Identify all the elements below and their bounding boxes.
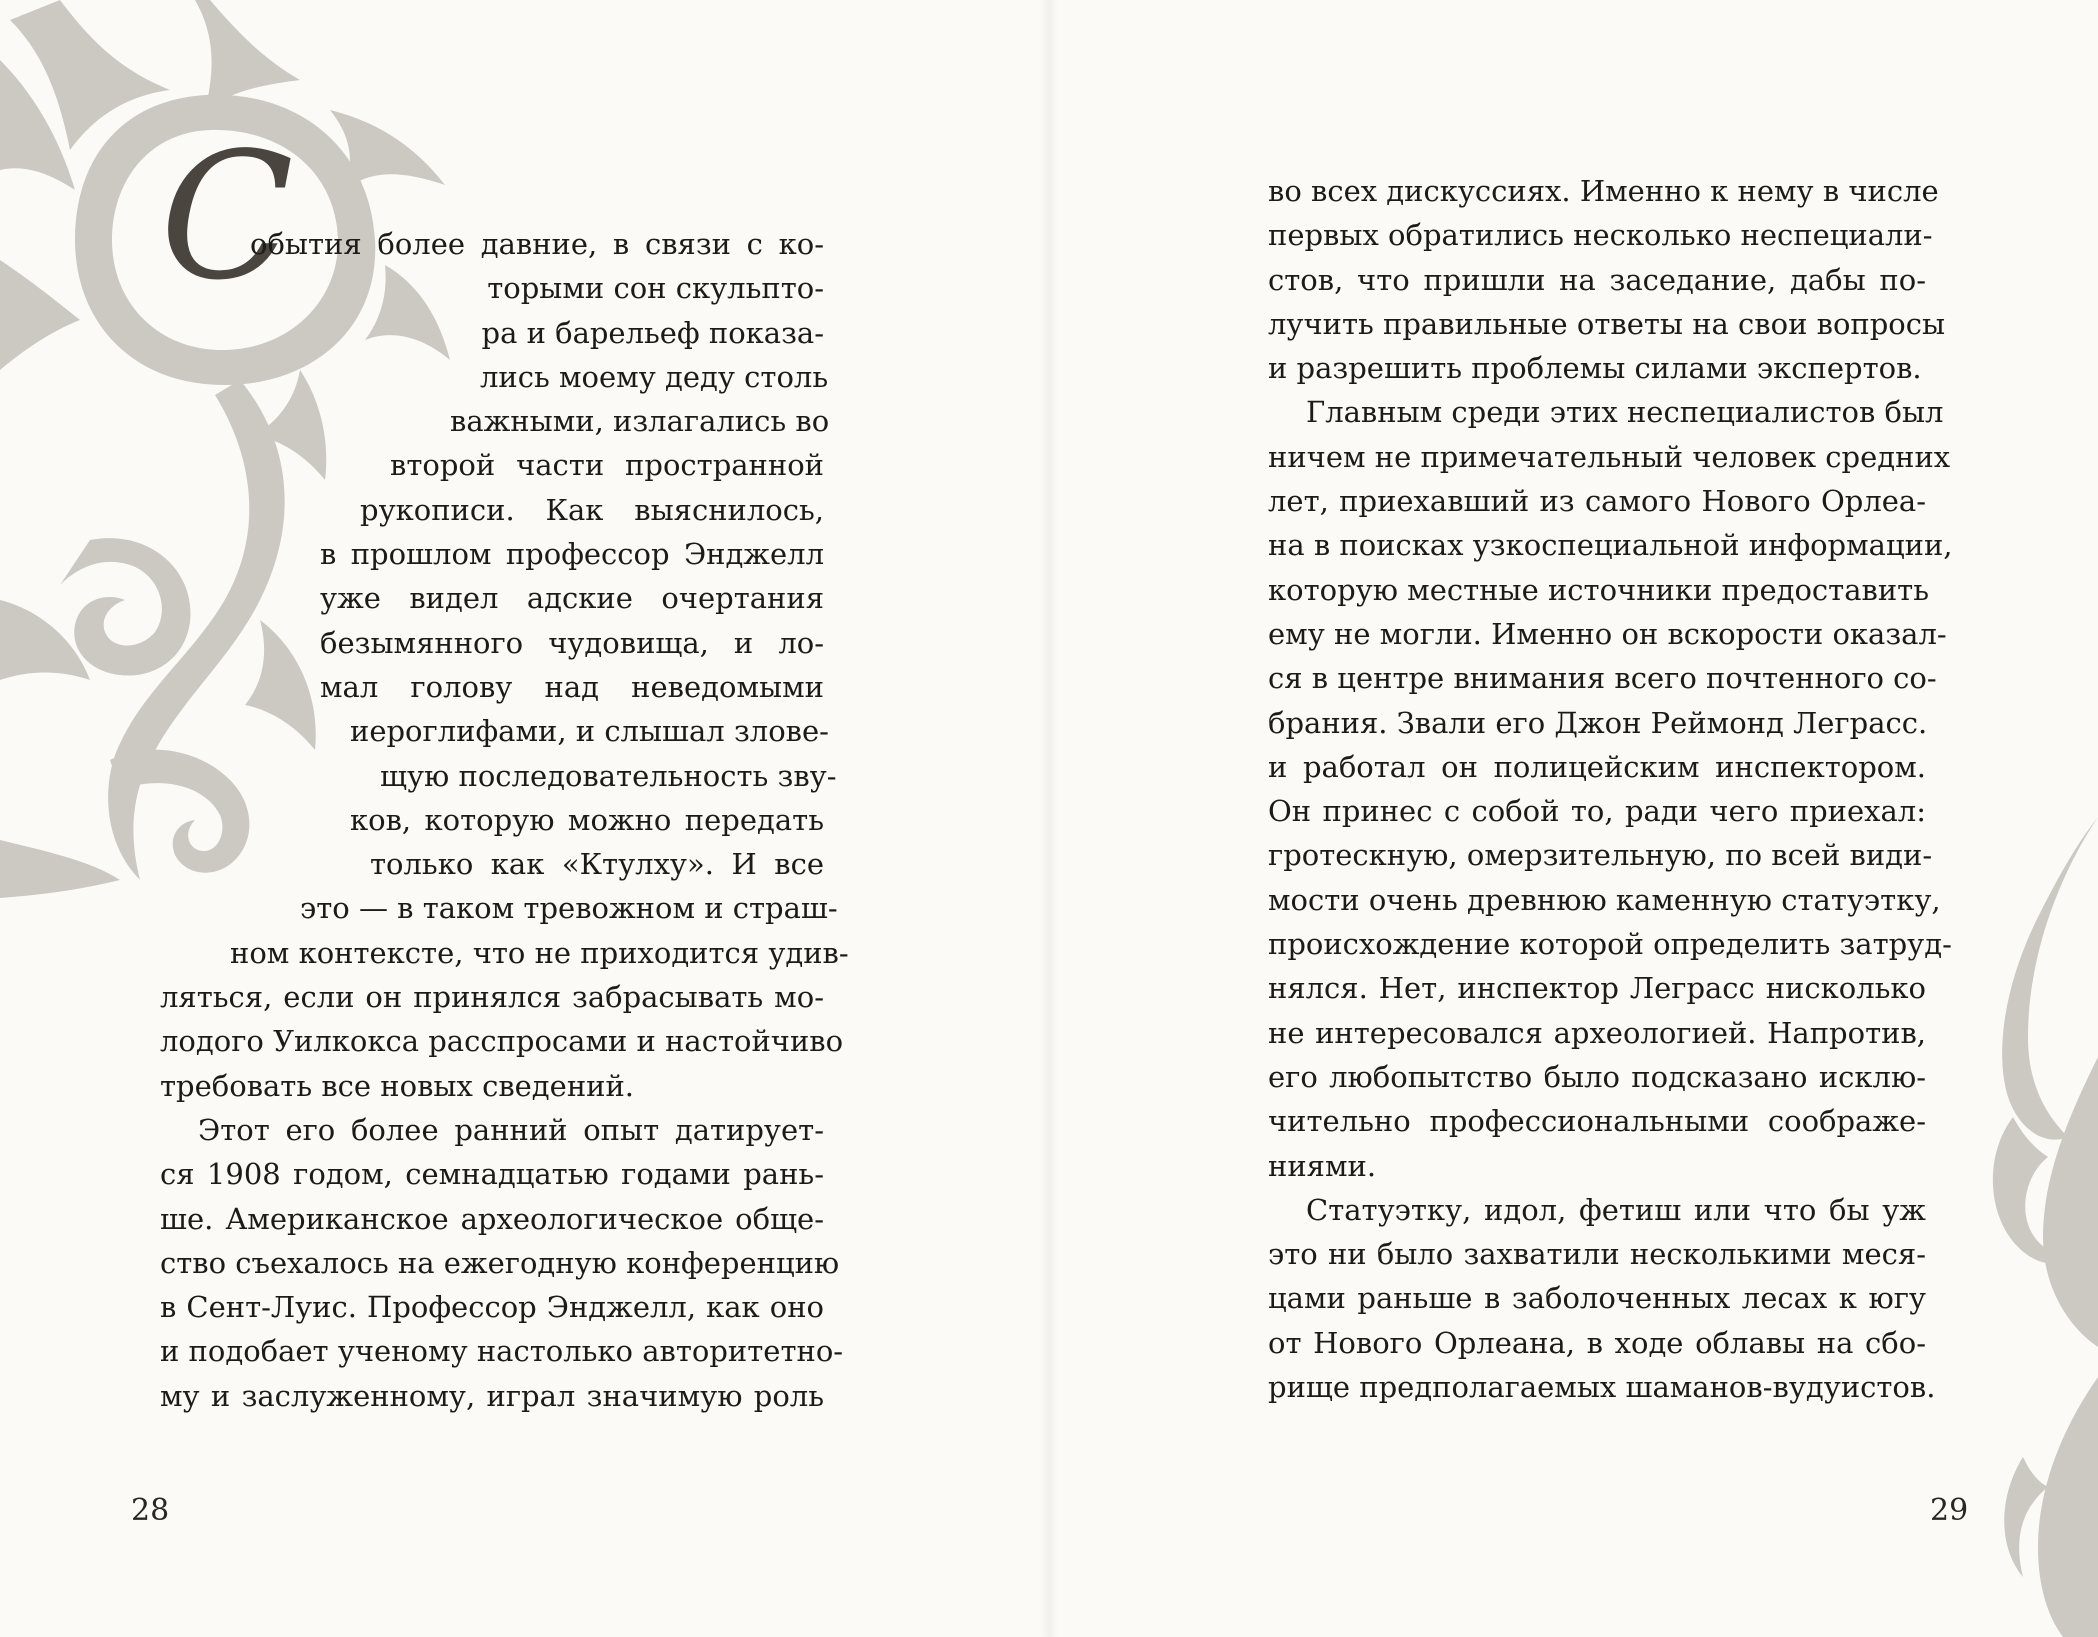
right-page — [1049, 0, 2098, 1637]
text-line: му и заслуженному, играл значимую роль — [160, 1378, 824, 1413]
page-number-right: 29 — [1930, 1493, 1969, 1528]
text-line: уже видел адские очертания — [320, 581, 824, 616]
text-line: лучить правильные ответы на свои вопросы — [1268, 306, 1946, 341]
tribal-ornament-right — [1988, 817, 2098, 1637]
text-line: обытия более давние, в связи с ко- — [250, 227, 824, 261]
text-line: во всех дискуссиях. Именно к нему в числе — [1268, 174, 1939, 208]
text-line: ство съехалось на ежегодную конференцию — [160, 1245, 840, 1280]
right-page-text — [1268, 169, 1953, 1409]
text-line: стов, что пришли на заседание, дабы по- — [1268, 262, 1926, 297]
text-line: в Сент-Луис. Профессор Энджелл, как оно — [160, 1290, 824, 1325]
text-line: гротескную, омерзительную, по всей види- — [1268, 838, 1933, 873]
drop-cap: С — [160, 116, 294, 319]
text-line: в прошлом профессор Энджелл — [320, 537, 824, 572]
text-line: и подобает ученому настолько авторитетно- — [160, 1334, 844, 1369]
text-line: не интересовался археологией. Напротив, — [1268, 1015, 1926, 1050]
text-line: ему не могли. Именно он вскорости оказал- — [1268, 616, 1947, 651]
text-line: торыми сон скульпто- — [487, 271, 824, 306]
text-line: ся в центре внимания всего почтенного со- — [1268, 661, 1937, 696]
text-line: ра и барельеф показа- — [481, 315, 824, 350]
text-line: цами раньше в заболоченных лесах к югу — [1268, 1281, 1926, 1316]
text-line: ше. Американское археологическое обще- — [160, 1201, 824, 1236]
text-line: и работал он полицейским инспектором. — [1268, 749, 1926, 784]
text-line: Он принес с собой то, ради чего приехал: — [1268, 794, 1926, 829]
text-line: безымянного чудовища, и ло- — [320, 625, 824, 660]
text-line: ков, которую можно передать — [350, 802, 824, 837]
left-page-text — [160, 222, 849, 1418]
text-line: рище предполагаемых шаманов-вудуистов. — [1268, 1370, 1936, 1405]
text-line: щую последовательность зву- — [380, 758, 837, 793]
text-line: второй части пространной — [390, 448, 824, 483]
text-line: его любопытство было подсказано исклю- — [1268, 1059, 1926, 1094]
text-line: чительно профессиональными соображе- — [1268, 1104, 1926, 1139]
text-line: лодого Уилкокса расспросами и настойчиво — [160, 1024, 844, 1059]
text-line: происхождение которой определить затруд- — [1268, 927, 1952, 962]
text-line: лись моему деду столь — [480, 359, 829, 394]
page-number-left: 28 — [131, 1493, 170, 1528]
text-line: иероглифами, и слышал зловe- — [350, 714, 829, 749]
text-line: ся 1908 годом, семнадцатью годами рань- — [160, 1157, 824, 1192]
text-line: рукописи. Как выяснилось, — [360, 492, 824, 527]
text-line: ничем не примечательный человек средних — [1268, 439, 1951, 474]
text-line: ниями. — [1268, 1148, 1377, 1183]
text-line: и разрешить проблемы силами экспертов. — [1268, 351, 1922, 386]
text-line: требовать все новых сведений. — [160, 1068, 635, 1103]
text-line: важными, излагались во — [450, 404, 830, 439]
text-line: ляться, если он принялся забрасывать мо- — [160, 980, 824, 1015]
text-line: это — в таком тревожном и страш- — [300, 891, 838, 926]
text-line: Главным среди этих неспециалистов был — [1306, 395, 1944, 430]
text-line: мости очень древнюю каменную статуэтку, — [1268, 882, 1941, 917]
text-line: лет, приехавший из самого Нового Орлеа- — [1268, 484, 1926, 519]
text-line: которую местные источники предоставить — [1268, 572, 1929, 607]
text-line: брания. Звали его Джон Реймонд Леграсс. — [1268, 705, 1928, 740]
text-line: ном контексте, что не приходится удив- — [230, 935, 849, 970]
text-line: от Нового Орлеана, в ходе облавы на сбо- — [1268, 1325, 1926, 1360]
text-line: мал голову над неведомыми — [320, 669, 824, 704]
text-line: первых обратились несколько неспециали- — [1268, 218, 1933, 253]
text-line: это ни было захватили несколькими меся- — [1268, 1237, 1926, 1272]
text-line: на в поисках узкоспециальной информации, — [1268, 528, 1953, 563]
text-line: Статуэтку, идол, фетиш или что бы уж — [1306, 1192, 1926, 1227]
text-line: Этот его более ранний опыт датирует- — [198, 1112, 824, 1147]
text-line: только как «Ктулху». И все — [370, 847, 824, 882]
text-line: нялся. Нет, инспектор Леграсс нисколько — [1268, 971, 1926, 1006]
